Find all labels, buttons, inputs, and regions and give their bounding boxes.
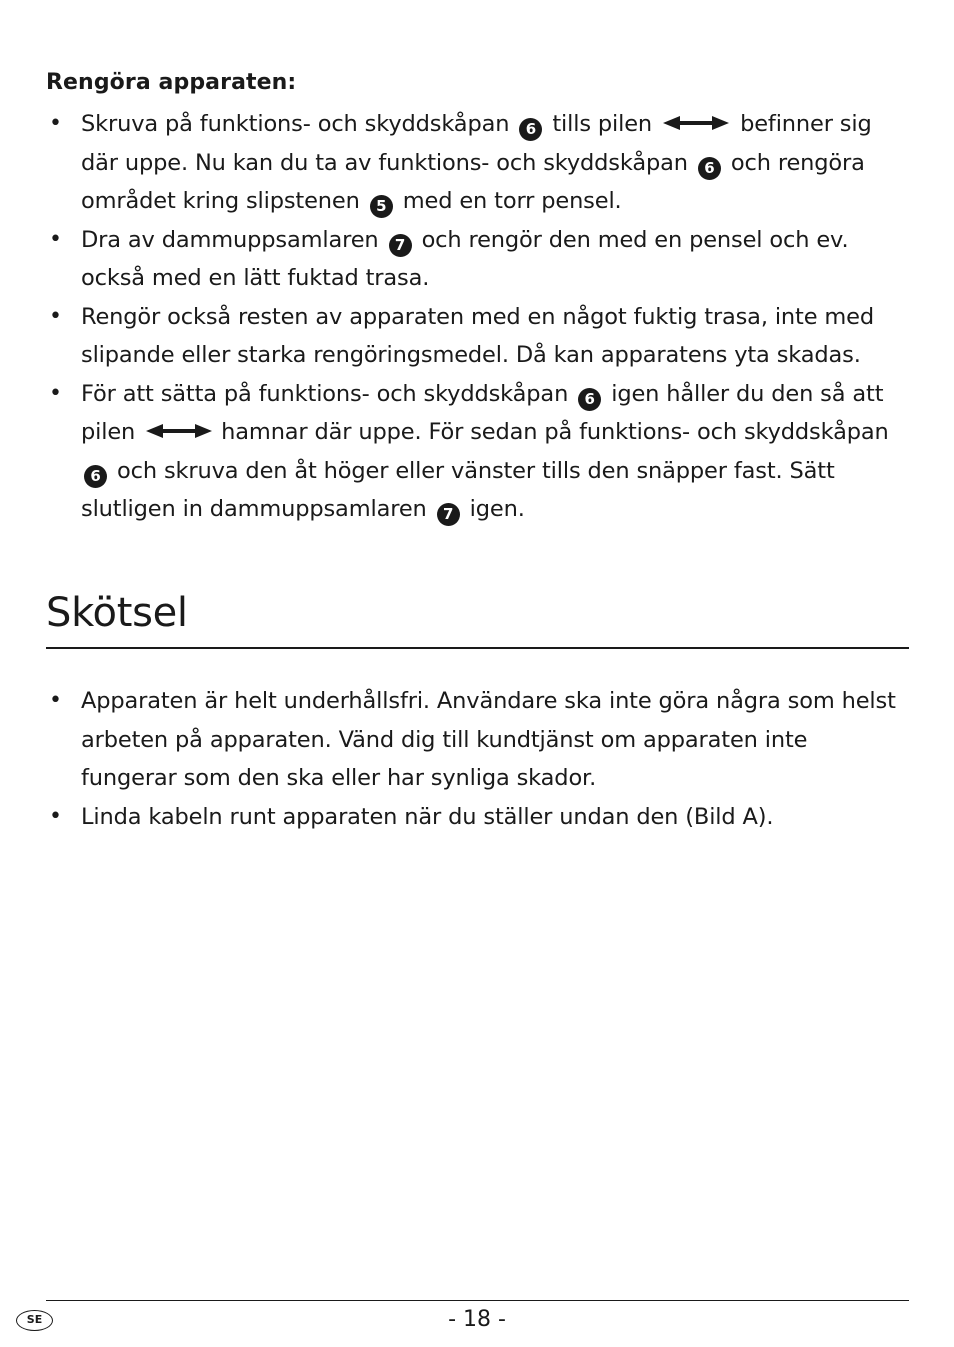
footer-divider xyxy=(46,1300,909,1301)
item-text: hamnar där uppe. För sedan på funktions- och skyddskåpan xyxy=(221,419,889,445)
item-text: Dra av dammuppsamlaren xyxy=(81,226,379,253)
item-text: Skruva på funktions- och skyddskåpan xyxy=(81,111,510,137)
page-number: - 18 - xyxy=(448,1307,506,1332)
bullet: • xyxy=(49,803,62,829)
part-number-badge: 6 xyxy=(578,388,601,411)
language-badge: SE xyxy=(16,1310,53,1331)
double-arrow-icon xyxy=(663,116,729,130)
bullet: • xyxy=(49,303,62,329)
item-text: och rengöra området kring slipstenen xyxy=(81,149,865,214)
item-text: och skruva den åt höger eller vänster tills den snäpper fast. Sätt slutligen in dammuppsamlaren xyxy=(81,457,835,522)
item-text: Apparaten är helt underhållsfri. Användare ska inte göra några som helst arbeten på apparaten. Vänd dig till kundtjänst om apparaten inte fungerar som den ska eller har synliga skador. xyxy=(81,688,896,791)
list-item xyxy=(46,221,909,298)
list-item xyxy=(46,682,909,798)
item-text: tills pilen xyxy=(552,111,653,137)
list-item xyxy=(46,105,909,221)
list-item xyxy=(46,375,909,529)
part-number-badge: 7 xyxy=(437,503,460,526)
item-text: För att sätta på funktions- och skyddskåpan xyxy=(81,380,569,407)
bullet: • xyxy=(49,111,62,136)
care-list xyxy=(46,682,909,836)
double-arrow-icon xyxy=(146,424,212,438)
subheading-cleaning: Rengöra apparaten: xyxy=(46,70,297,95)
section-divider xyxy=(46,647,909,649)
item-text: igen håller du den så att pilen xyxy=(81,380,884,445)
item-text: Rengör också resten av apparaten med en något fuktig trasa, inte med slipande eller starka rengöringsmedel. Då kan apparatens yta skadas. xyxy=(81,303,874,368)
part-number-badge: 6 xyxy=(84,465,107,488)
part-number-badge: 6 xyxy=(519,118,542,141)
item-text: Linda kabeln runt apparaten när du ställer undan den (Bild A). xyxy=(81,803,774,830)
bullet: • xyxy=(49,688,62,713)
part-number-badge: 7 xyxy=(389,234,412,257)
list-item xyxy=(46,298,909,375)
item-text: befinner sig där uppe. Nu kan du ta av funktions- och skyddskåpan xyxy=(81,111,872,176)
part-number-badge: 5 xyxy=(370,195,393,218)
bullet: • xyxy=(49,226,62,252)
item-text: igen. xyxy=(469,496,525,522)
item-text: med en torr pensel. xyxy=(402,188,622,214)
section-title-care: Skötsel xyxy=(46,590,188,636)
part-number-badge: 6 xyxy=(698,157,721,180)
item-text: och rengör den med en pensel och ev. också med en lätt fuktad trasa. xyxy=(81,226,849,291)
list-item xyxy=(46,798,909,837)
cleaning-list xyxy=(46,105,909,529)
bullet: • xyxy=(49,380,62,406)
